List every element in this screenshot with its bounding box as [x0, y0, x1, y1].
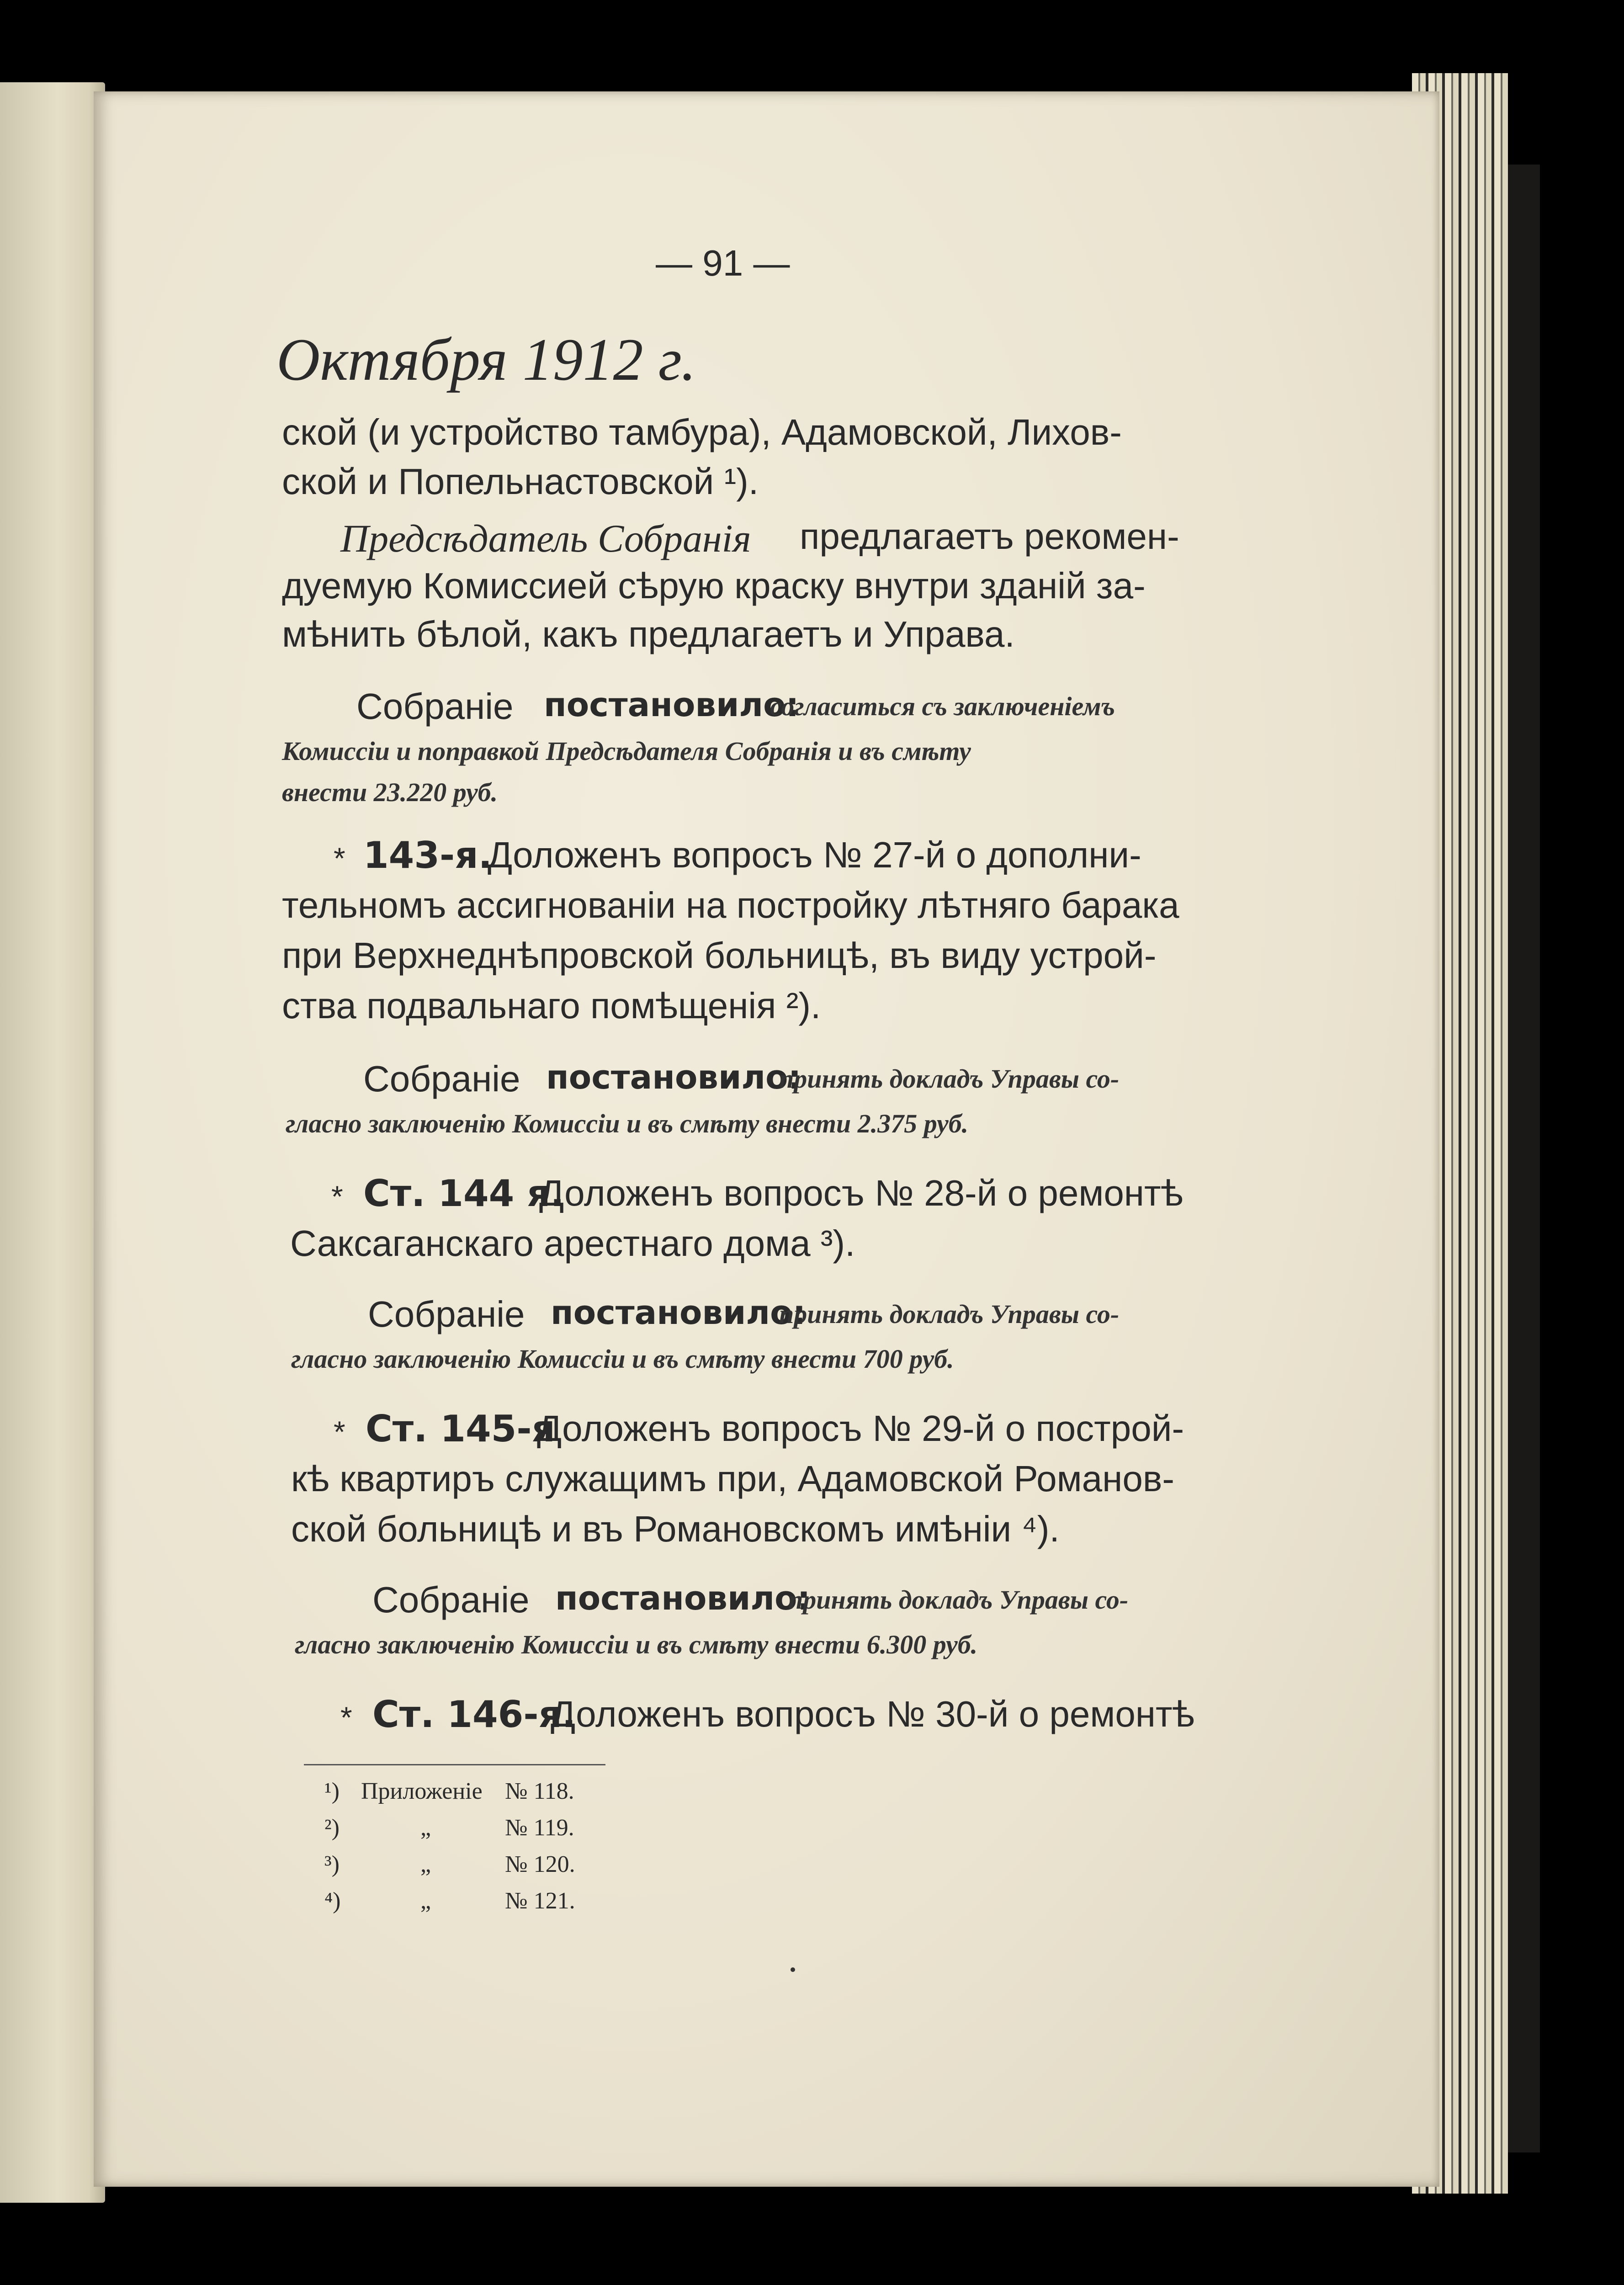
text-line: кѣ квартиръ служащимъ при, Адамовской Романов- [291, 1458, 1174, 1499]
star-mark: * [340, 1700, 352, 1734]
footnote-number: № 121. [505, 1888, 575, 1914]
resolution-text: принять докладъ Управы со- [779, 1064, 1120, 1094]
text-line: мѣнить бѣлой, какъ предлагаетъ и Управа. [282, 614, 1015, 654]
footnote-label: Приложеніе [361, 1778, 483, 1804]
text-line: предлагаетъ рекомен- [800, 516, 1179, 557]
speaker-name: Предсѣдатель Собранія [340, 516, 751, 560]
footnote-rule [304, 1764, 605, 1765]
article-number: Ст. 145-я [366, 1408, 555, 1450]
resolution-text: Комиссіи и поправкой Предсѣдателя Собранія и въ смѣту [282, 736, 971, 766]
star-mark: * [334, 841, 345, 875]
resolution-verb: постановило: [555, 1579, 811, 1617]
resolution-verb: постановило: [546, 1058, 801, 1096]
footnote-mark: ³) [324, 1851, 340, 1877]
resolution-lead: Собраніе [356, 686, 514, 727]
text-line: Доложенъ вопросъ № 30-й о ремонтѣ [551, 1694, 1195, 1734]
text-line: Доложенъ вопросъ № 27-й о дополни- [488, 834, 1141, 875]
resolution-text: согласиться съ заключеніемъ [770, 691, 1115, 721]
resolution-verb: постановило: [544, 686, 799, 724]
resolution-lead: Собраніе [368, 1294, 525, 1334]
resolution-text: принять докладъ Управы со- [779, 1299, 1120, 1329]
text-line: Доложенъ вопросъ № 29-й о построй- [537, 1408, 1184, 1449]
left-page-edge [0, 82, 105, 2203]
resolution-text: гласно заключенію Комиссіи и въ смѣту внести 6.300 руб. [295, 1630, 978, 1659]
text-line: Доложенъ вопросъ № 28-й о ремонтѣ [539, 1173, 1184, 1213]
text-line: при Верхнеднѣпровской больницѣ, въ виду устрой- [282, 935, 1157, 976]
text-line: тельномъ ассигнованіи на постройку лѣтняго барака [282, 885, 1179, 925]
star-mark: * [334, 1415, 345, 1449]
article-number: Ст. 144 я. [363, 1172, 564, 1215]
ink-speck [791, 1967, 795, 1972]
star-mark: * [331, 1180, 343, 1213]
resolution-text: гласно заключенію Комиссіи и въ смѣту внести 700 руб. [291, 1344, 954, 1374]
page-heading: Октября 1912 г. [276, 326, 696, 393]
book-cover-edge [1508, 165, 1540, 2152]
footnote-mark: ¹) [324, 1778, 340, 1804]
article-number: Ст. 146-я. [372, 1693, 576, 1736]
footnote-mark: ⁴) [324, 1888, 341, 1914]
document-page [94, 91, 1439, 2187]
footnote-number: № 119. [505, 1815, 574, 1841]
footnote-label: „ [420, 1888, 431, 1914]
resolution-lead: Собраніе [372, 1579, 530, 1620]
footnote-label: „ [420, 1851, 431, 1877]
text-line: ской (и устройство тамбура), Адамовской, Лихов- [282, 412, 1122, 452]
resolution-text: внести 23.220 руб. [282, 777, 498, 807]
text-line: ства подвальнаго помѣщенія ²). [282, 985, 821, 1026]
text-line: Саксаганскаго арестнаго дома ³). [290, 1223, 855, 1264]
footnote-number: № 120. [505, 1851, 575, 1877]
text-line: дуемую Комиссией сѣрую краску внутри зданій за- [282, 565, 1146, 606]
footnote-mark: ²) [324, 1815, 340, 1841]
resolution-lead: Собраніе [363, 1058, 520, 1099]
footnote-label: „ [420, 1815, 431, 1841]
text-line: ской больницѣ и въ Романовскомъ имѣніи ⁴). [291, 1509, 1060, 1549]
text-line: ской и Попельнастовской ¹). [282, 461, 759, 502]
resolution-text: принять докладъ Управы со- [788, 1585, 1129, 1615]
resolution-verb: постановило: [551, 1293, 806, 1332]
footnote-number: № 118. [505, 1778, 574, 1804]
page-number: — 91 — [656, 243, 790, 283]
resolution-text: гласно заключенію Комиссіи и въ смѣту внести 2.375 руб. [286, 1109, 969, 1138]
article-number: 143-я. [363, 834, 492, 877]
